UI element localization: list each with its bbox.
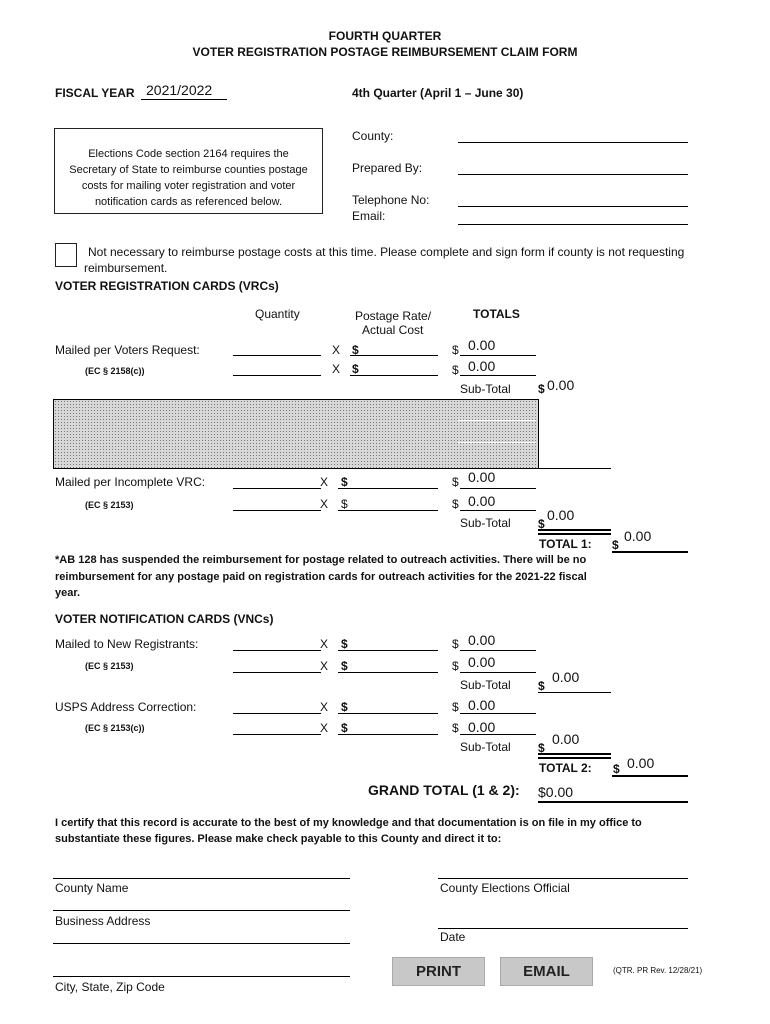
multiply-sign: X	[320, 497, 329, 511]
multiply-sign: X	[320, 637, 329, 651]
county-name-label: County Name	[55, 881, 129, 895]
info-box-line3: costs for mailing voter registration and voter	[81, 180, 296, 192]
vrc-row1-quantity[interactable]	[233, 355, 321, 356]
total2-underline	[612, 775, 688, 777]
vnc-row1-total: 0.00	[468, 632, 496, 648]
county-field[interactable]	[458, 142, 688, 143]
vnc-row2-rate[interactable]	[338, 713, 438, 714]
vrc-row1-rate[interactable]	[350, 355, 438, 356]
ab128-line3: year.	[55, 587, 81, 599]
vnc-row1-rate[interactable]	[338, 650, 438, 651]
vnc-row1b-quantity[interactable]	[233, 672, 321, 673]
vnc-row1-label: Mailed to New Registrants:	[55, 637, 199, 651]
vrc-row2-total-underline	[460, 488, 536, 489]
dollar-sign: $	[538, 679, 545, 693]
ab128-line1: *AB 128 has suspended the reimbursement for postage related to outreach activities. There will be no	[55, 554, 587, 566]
grand-total-value: $0.00	[538, 784, 574, 800]
total2-label: TOTAL 2:	[539, 761, 592, 775]
vnc-row2b-total-underline	[460, 734, 536, 735]
business-address-field[interactable]	[53, 943, 350, 944]
multiply-sign: X	[332, 343, 341, 357]
postage-rate-header-line1: Postage Rate/	[355, 309, 432, 323]
dollar-sign: $	[538, 741, 545, 755]
dollar-sign: $	[341, 475, 348, 489]
revision-note: (QTR. PR Rev. 12/28/21)	[613, 966, 703, 975]
business-address-label: Business Address	[55, 914, 151, 928]
total2-value: 0.00	[627, 755, 655, 771]
subtotal2-double-underline	[538, 529, 611, 531]
info-box-line2: Secretary of State to reimburse counties postage	[69, 164, 308, 176]
dollar-sign: $	[341, 637, 348, 651]
form-title-line1: FOURTH QUARTER	[328, 29, 442, 43]
city-state-zip-field[interactable]	[53, 976, 350, 977]
vrc-row1-total-underline	[460, 355, 536, 356]
dollar-sign: $	[452, 637, 459, 651]
vrc-row2-label: Mailed per Incomplete VRC:	[55, 475, 206, 489]
dollar-sign: $	[538, 517, 545, 531]
vnc-row2-total-underline	[460, 713, 536, 714]
vnc-subtotal1-value: 0.00	[552, 669, 580, 685]
vnc-subtotal2-double-underline	[538, 753, 611, 755]
vnc-row1b-total-underline	[460, 672, 536, 673]
vrc-subtotal1-value: 0.00	[547, 377, 575, 393]
county-name-field[interactable]	[53, 878, 350, 879]
vrc-row1-label: Mailed per Voters Request:	[55, 343, 200, 357]
quantity-column-header: Quantity	[255, 307, 300, 321]
vnc-row2-total: 0.00	[468, 697, 496, 713]
multiply-sign: X	[332, 362, 341, 376]
total1-label: TOTAL 1:	[539, 537, 592, 551]
telephone-label: Telephone No:	[352, 193, 430, 207]
vrc-row2-quantity[interactable]	[233, 488, 321, 489]
vrc-row1-total: 0.00	[468, 337, 496, 353]
vrc-subtotal2-value: 0.00	[547, 507, 575, 523]
dollar-sign: $	[352, 362, 359, 376]
multiply-sign: X	[320, 721, 329, 735]
dollar-sign: $	[452, 497, 459, 511]
dollar-sign: $	[452, 475, 459, 489]
vrc-row1b-total-underline	[460, 375, 536, 376]
subtotal-label: Sub-Total	[460, 516, 511, 530]
vrc-row1b-quantity[interactable]	[233, 375, 321, 376]
info-box	[54, 128, 323, 214]
vnc-row1b-rate[interactable]	[338, 672, 438, 673]
vnc-row2b-rate[interactable]	[338, 734, 438, 735]
dollar-sign: $	[341, 659, 348, 673]
total1-value: 0.00	[624, 528, 652, 544]
city-state-zip-label: City, State, Zip Code	[55, 980, 165, 994]
dollar-sign: $	[613, 762, 620, 776]
vnc-row2-quantity[interactable]	[233, 713, 321, 714]
dollar-sign: $	[341, 700, 348, 714]
dollar-sign: $	[341, 721, 348, 735]
dollar-sign: $	[341, 497, 348, 511]
ab128-line2: reimbursement for any postage paid on registration cards for outreach activities for the 2021-22 fiscal	[55, 571, 587, 583]
subtotal-label: Sub-Total	[460, 678, 511, 692]
certify-line1: I certify that this record is accurate to the best of my knowledge and that documentation is on file in my office to	[55, 817, 642, 829]
grand-total-underline	[538, 801, 688, 803]
vnc-row2b-quantity[interactable]	[233, 734, 321, 735]
checkbox-text-line1: Not necessary to reimburse postage costs at this time. Please complete and sign form if county is not requesting	[88, 245, 685, 259]
postage-rate-header-line2: Actual Cost	[362, 323, 424, 337]
vrc-row1-ec: (EC § 2158(c))	[85, 366, 145, 376]
date-field[interactable]	[438, 928, 688, 929]
totals-column-header: TOTALS	[473, 307, 520, 321]
dollar-sign: $	[352, 343, 359, 357]
multiply-sign: X	[320, 475, 329, 489]
email-label: Email:	[352, 209, 386, 223]
fiscal-year-value[interactable]: 2021/2022	[146, 82, 213, 98]
address-top-line	[53, 910, 350, 911]
subtotal-label: Sub-Total	[460, 740, 511, 754]
prepared-by-label: Prepared By:	[352, 161, 423, 175]
dollar-sign: $	[452, 700, 459, 714]
vnc-heading: VOTER NOTIFICATION CARDS (VNCs)	[55, 612, 274, 626]
suspended-outreach-shaded-area	[53, 399, 539, 469]
fiscal-year-label: FISCAL YEAR	[55, 86, 135, 100]
dollar-sign: $	[452, 343, 459, 357]
vnc-row1-total-underline	[460, 650, 536, 651]
vrc-row2-total: 0.00	[468, 469, 496, 485]
vrc-row2-rate[interactable]	[338, 488, 438, 489]
print-button[interactable]: PRINT	[392, 957, 485, 986]
subtotal2-double-underline	[538, 533, 611, 535]
shaded-line	[458, 442, 536, 443]
not-requesting-checkbox[interactable]	[55, 243, 77, 267]
official-label: County Elections Official	[440, 881, 570, 895]
county-label: County:	[352, 129, 394, 143]
vnc-row2b-total: 0.00	[468, 719, 496, 735]
shaded-line	[458, 420, 536, 421]
quarter-label: 4th Quarter (April 1 – June 30)	[352, 86, 524, 100]
vnc-row1-ec: (EC § 2153)	[85, 661, 134, 671]
total1-underline	[612, 551, 688, 553]
vnc-subtotal2-double-underline	[538, 757, 611, 759]
vrc-row2b-quantity[interactable]	[233, 510, 321, 511]
vrc-row2-ec: (EC § 2153)	[85, 500, 134, 510]
form-title-line2: VOTER REGISTRATION POSTAGE REIMBURSEMENT CLAIM FORM	[192, 45, 578, 59]
vnc-row2-ec: (EC § 2153(c))	[85, 723, 145, 733]
vrc-row1b-rate[interactable]	[350, 375, 438, 376]
dollar-sign: $	[612, 538, 619, 552]
vrc-row2b-total-underline	[460, 510, 536, 511]
dollar-sign: $	[538, 382, 545, 396]
certify-line2: substantiate these figures. Please make check payable to this County and direct it to:	[55, 833, 502, 845]
vnc-subtotal2-value: 0.00	[552, 731, 580, 747]
vnc-subtotal1-underline	[538, 692, 611, 693]
info-box-line4: notification cards as referenced below.	[94, 196, 283, 208]
telephone-field[interactable]	[458, 206, 688, 207]
dollar-sign: $	[452, 721, 459, 735]
email-field[interactable]	[458, 224, 688, 225]
multiply-sign: X	[320, 659, 329, 673]
date-label: Date	[440, 930, 466, 944]
dollar-sign: $	[452, 363, 459, 377]
grand-total-label: GRAND TOTAL (1 & 2):	[368, 782, 520, 798]
multiply-sign: X	[320, 700, 329, 714]
email-button[interactable]: EMAIL	[500, 957, 593, 986]
vrc-row2b-total: 0.00	[468, 493, 496, 509]
checkbox-text-line2: reimbursement.	[84, 261, 168, 275]
vnc-row1b-total: 0.00	[468, 654, 496, 670]
vrc-heading: VOTER REGISTRATION CARDS (VRCs)	[55, 279, 279, 293]
vrc-row2b-rate[interactable]	[338, 510, 438, 511]
prepared-by-field[interactable]	[458, 174, 688, 175]
vnc-row2-label: USPS Address Correction:	[55, 700, 197, 714]
subtotal-label: Sub-Total	[460, 382, 511, 396]
fiscal-year-underline	[141, 99, 227, 100]
info-box-line1: Elections Code section 2164 requires the	[88, 148, 289, 160]
vnc-row1-quantity[interactable]	[233, 650, 321, 651]
official-signature-field[interactable]	[438, 878, 688, 879]
vrc-row1b-total: 0.00	[468, 358, 496, 374]
dollar-sign: $	[452, 659, 459, 673]
